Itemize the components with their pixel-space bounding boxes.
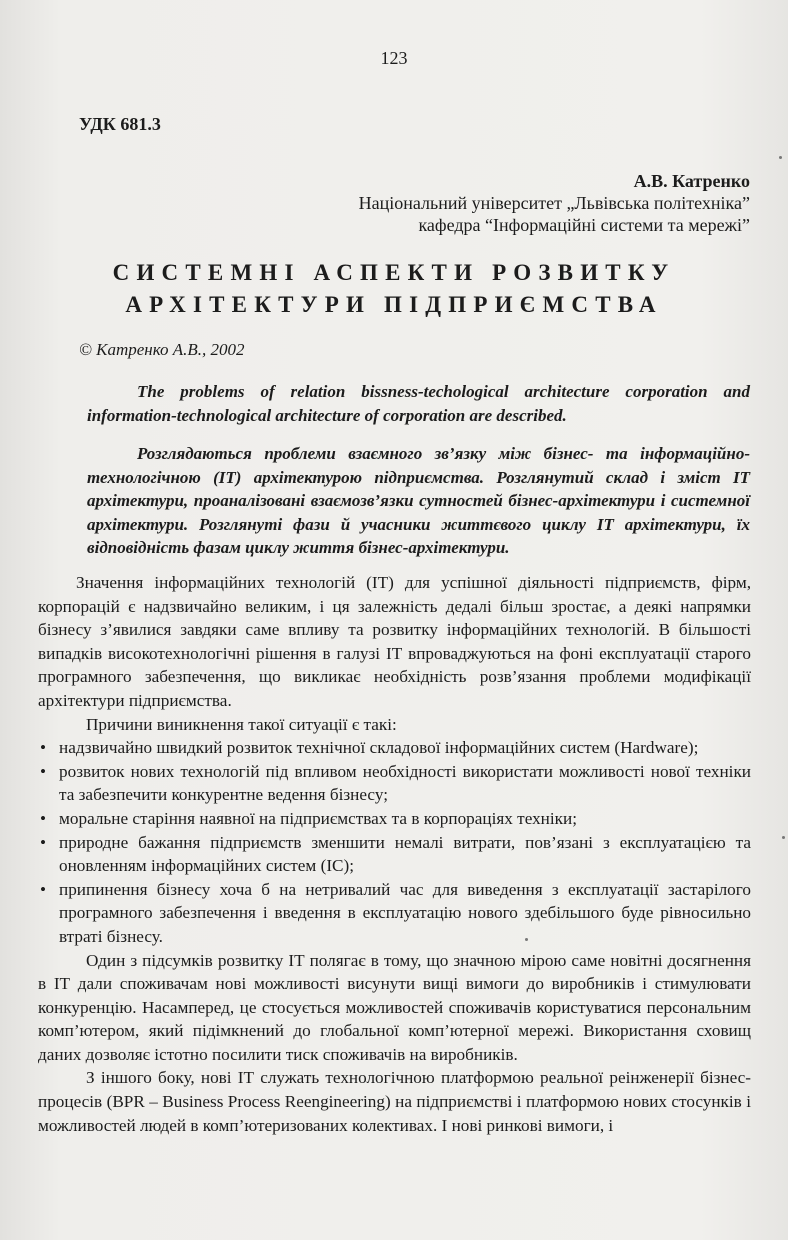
abstract-ukrainian (87, 442, 750, 560)
list-item-text: моральне старіння наявної на підприємствах та в корпораціях техніки; (59, 808, 577, 828)
paragraph-3: З іншого боку, нові ІТ служать технологічною платформою реальної реінженерії бізнес-процесів (BPR – Business Process Reengineering) на підприємстві і платформою нових стосунків і можливостей людей в комп’ютеризованих колективах. І нові ринкові вимоги, і (38, 1068, 751, 1135)
list-item (38, 831, 751, 878)
list-item-text: природне бажання підприємств зменшити немалі витрати, пов’язані з експлуатацією та оновленням інформаційних систем (ІС); (59, 832, 751, 876)
title-line-1: СИСТЕМНІ АСПЕКТИ РОЗВИТКУ (112, 260, 676, 285)
list-item-text: припинення бізнесу хоча б на нетривалий час для виведення з експлуатації застарілого програмного забезпечення і введення в експлуатацію нового здебільшого буде рівносильно втраті бізнесу. (59, 879, 751, 946)
author-affiliation: Національний університет „Львівська політехніка” (358, 193, 750, 213)
list-item (38, 807, 751, 831)
paragraph-1: Значення інформаційних технологій (ІТ) для успішної діяльності підприємств, фірм, корпорацій є надзвичайно великим, і ця залежність дедалі більш зростає, а деякі напрямки бізнесу з’явилися завдяки саме впливу та розвитку інформаційних технологій. В більшості випадків високотехнологічні рішення в галузі ІТ впроваджуються на фоні експлуатації старого програмного забезпечення, що викликає необхідність розв’язання проблеми модифікації архітектури підприємства. (38, 573, 751, 710)
reasons-list (38, 736, 751, 948)
list-item-text: розвиток нових технологій під впливом необхідності використати можливості нової техніки та забезпечити конкурентне ведення бізнесу; (59, 761, 751, 805)
author-name: А.В. Катренко (633, 171, 750, 191)
body-text (38, 571, 751, 1137)
udk-code: УДК 681.3 (79, 114, 161, 134)
abstract-ukrainian-text: Розглядаються проблеми взаємного зв’язку між бізнес- та інформаційно-технологічною (ІТ) архітектурою підприємства. Розглянутий склад і зміст ІТ архітектури, проаналізовані взаємозв’язки сутностей бізнес-архітектури і системної архітектури. Розглянуті фази й учасники життєвого циклу ІТ архітектури, їх відповідність фазам циклу життя бізнес-архітектури. (87, 444, 750, 557)
bullet-icon: • (40, 808, 47, 828)
scan-speck (779, 156, 782, 159)
bullet-icon: • (40, 879, 47, 899)
scan-speck (782, 836, 785, 839)
paragraph-2: Один з підсумків розвитку ІТ полягає в тому, що значною мірою саме новітні досягнення в ІТ дали споживачам нові можливості висунути вищі вимоги до виробників і стимулювати конкуренцію. Насамперед, це стосується можливостей споживачів користуватися персональним комп’ютером, який підімкнений до глобальної комп’ютерної мережі. Використання сховищ даних дозволяє істотно посилити тиск споживачів на виробників. (38, 950, 751, 1064)
bullet-icon: • (40, 738, 47, 758)
author-department: кафедра “Інформаційні системи та мережі” (418, 215, 750, 235)
bullet-icon: • (40, 761, 47, 781)
copyright-line: © Катренко А.В., 2002 (79, 340, 245, 359)
author-block (359, 170, 750, 236)
abstract-english-text: The problems of relation bissness-techological architecture corporation and information-technological architecture of corporation are described. (87, 382, 750, 425)
abstract-english (87, 380, 750, 427)
list-item (38, 736, 751, 760)
title-line-2: АРХІТЕКТУРИ ПІДПРИЄМСТВА (125, 292, 663, 317)
list-item (38, 760, 751, 807)
list-item-text: надзвичайно швидкий розвиток технічної складової інформаційних систем (Hardware); (59, 738, 699, 758)
list-item (38, 878, 751, 949)
paper-title (0, 257, 788, 321)
reasons-intro: Причини виникнення такої ситуації є такі: (86, 714, 397, 734)
page-number: 123 (380, 48, 408, 68)
bullet-icon: • (40, 832, 47, 852)
scan-speck (525, 938, 528, 941)
